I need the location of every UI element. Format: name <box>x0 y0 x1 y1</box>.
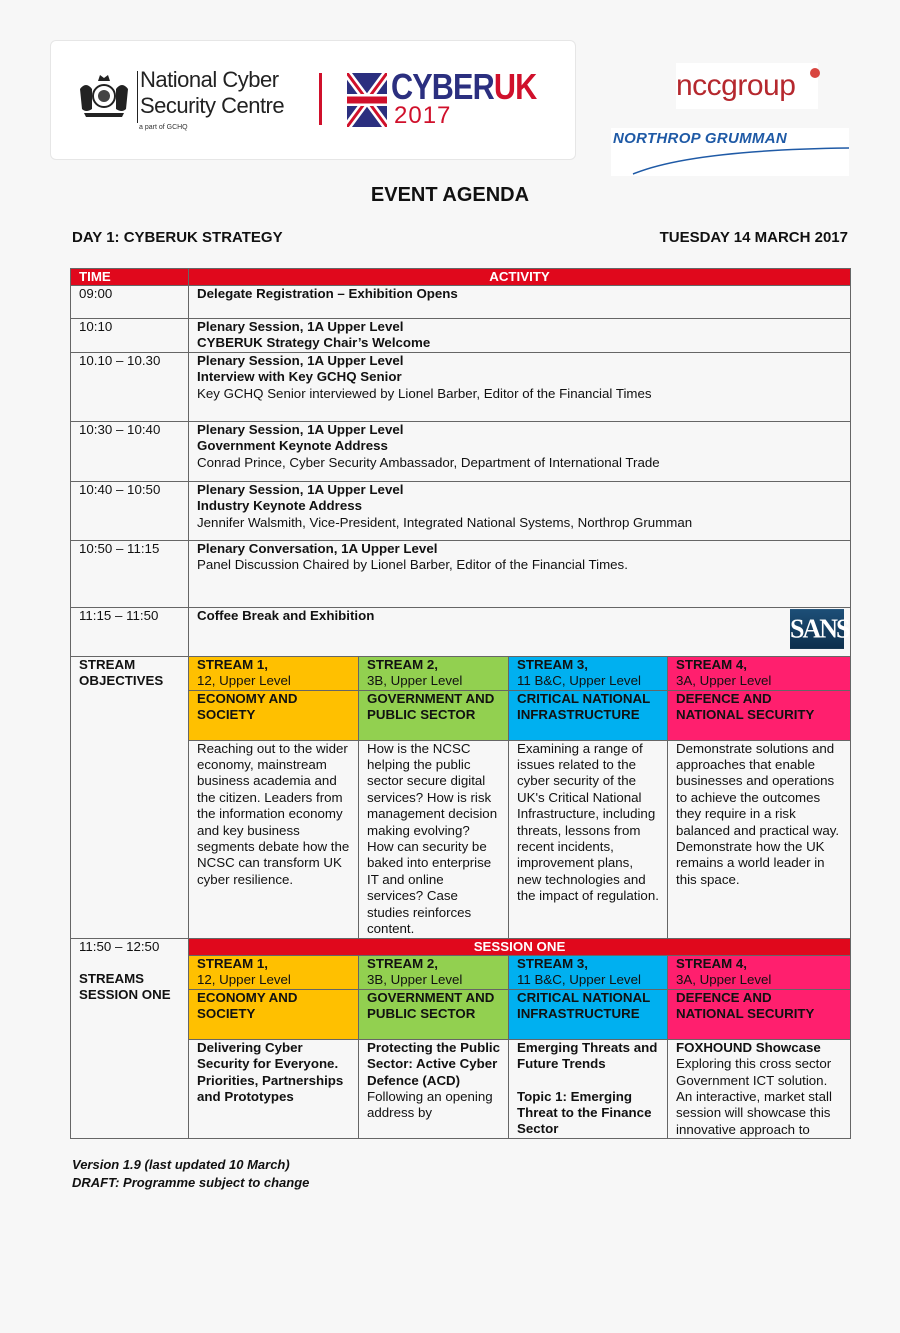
stream-2-theme: GOVERNMENT AND PUBLIC SECTOR <box>359 690 509 740</box>
ncsc-divider <box>137 71 138 123</box>
stream-name: STREAM 3, <box>517 656 588 672</box>
row-time: 10:50 – 11:15 <box>71 540 189 607</box>
table-row <box>71 607 851 656</box>
activity-description: Panel Discussion Chaired by Lionel Barber, Editor of the Financial Times. <box>197 557 628 573</box>
row-activity <box>189 540 851 607</box>
activity-venue: Plenary Session, 1A Upper Level <box>197 319 404 334</box>
stream-1-name <box>189 656 359 690</box>
session-title: FOXHOUND Showcase <box>676 1039 821 1055</box>
page-title: EVENT AGENDA <box>370 184 530 206</box>
stream-location: 12, Upper Level <box>197 673 291 689</box>
union-flag-icon <box>347 73 387 127</box>
session-one-label <box>71 938 189 1139</box>
row-activity <box>189 319 851 353</box>
label-line: STREAM <box>79 656 136 672</box>
stream-location: 3A, Upper Level <box>676 972 772 988</box>
session-one-header-row <box>71 938 851 955</box>
stream-1-description: Reaching out to the wider economy, mainstream business academia and the citizen. Leaders from the information economy and key business segments debate how the NCSC can transform UK cyber resilience. <box>189 740 359 938</box>
activity-description: Jennifer Walsmith, Vice-President, Integrated National Systems, Northrop Grumman <box>197 514 693 530</box>
session-time: 11:50 – 12:50 <box>79 938 160 954</box>
stream-1-session <box>189 1039 359 1138</box>
table-row <box>71 319 851 353</box>
header-activity: ACTIVITY <box>189 269 851 286</box>
activity-title: Delegate Registration – Exhibition Opens <box>197 286 458 301</box>
cyberuk-logo-text <box>391 67 536 107</box>
stream-3-session <box>509 1039 668 1138</box>
stream-2-session <box>359 1039 509 1138</box>
ncsc-logo-text <box>140 67 284 119</box>
footer-notes <box>72 1156 309 1192</box>
ncsc-line2: Security Centre <box>140 93 285 118</box>
cyberuk-uk: UK <box>493 66 537 107</box>
stream-3-theme: CRITICAL NATIONAL INFRASTRUCTURE <box>509 989 668 1039</box>
row-activity <box>189 352 851 421</box>
stream-3-theme: CRITICAL NATIONAL INFRASTRUCTURE <box>509 690 668 740</box>
label-line: OBJECTIVES <box>79 673 164 689</box>
row-activity <box>189 481 851 540</box>
stream-location: 3B, Upper Level <box>367 972 463 988</box>
stream-2-theme: GOVERNMENT AND PUBLIC SECTOR <box>359 989 509 1039</box>
stream-name: STREAM 4, <box>676 656 747 672</box>
label-line: SESSION ONE <box>79 987 171 1003</box>
table-row <box>71 286 851 319</box>
northrop-grumman-text: NORTHROP GRUMMAN <box>613 130 787 147</box>
stream-3-description: Examining a range of issues related to the cyber security of the UK's Critical National Infrastructure, including threats, lessons from recent incidents, improvement plans, new technologies and the impact of regulation. <box>509 740 668 938</box>
draft-note: DRAFT: Programme subject to change <box>72 1175 310 1190</box>
nccgroup-text: nccgroup <box>676 69 796 102</box>
stream-4-theme: DEFENCE AND NATIONAL SECURITY <box>668 989 851 1039</box>
ncsc-subtitle: a part of GCHQ <box>139 124 188 131</box>
stream-4-name <box>668 656 851 690</box>
activity-venue: Plenary Session, 1A Upper Level <box>197 352 404 368</box>
nccgroup-dot-icon <box>810 68 820 78</box>
stream-4-theme: DEFENCE AND NATIONAL SECURITY <box>668 690 851 740</box>
activity-title: Plenary Conversation, 1A Upper Level <box>197 540 438 556</box>
stream-objectives-header-row <box>71 656 851 690</box>
stream-3-name <box>509 656 668 690</box>
logo-divider <box>319 73 322 125</box>
stream-location: 3B, Upper Level <box>367 673 463 689</box>
activity-title: Interview with Key GCHQ Senior <box>197 369 402 385</box>
table-row <box>71 421 851 481</box>
session-topic: Topic 1: Emerging Threat to the Finance Sector <box>517 1088 652 1137</box>
session-title: Emerging Threats and Future Trends <box>517 1039 658 1072</box>
activity-title: Government Keynote Address <box>197 438 388 454</box>
table-row <box>71 481 851 540</box>
day-title: DAY 1: CYBERUK STRATEGY <box>72 229 283 246</box>
cyberuk-cyber: CYBER <box>391 66 494 107</box>
stream-name: STREAM 1, <box>197 656 268 672</box>
activity-description: Conrad Prince, Cyber Security Ambassador, Department of International Trade <box>197 454 660 470</box>
activity-title: CYBERUK Strategy Chair’s Welcome <box>197 335 431 351</box>
stream-4-session <box>668 1039 851 1138</box>
stream-1-theme: ECONOMY AND SOCIETY <box>189 690 359 740</box>
cyberuk-year: 2017 <box>394 102 452 129</box>
stream-objectives-label <box>71 656 189 938</box>
row-time: 10.10 – 10.30 <box>71 352 189 421</box>
stream-name: STREAM 1, <box>197 955 268 971</box>
session-title: Delivering Cyber Security for Everyone. Priorities, Partnerships and Prototypes <box>197 1039 344 1104</box>
label-line: STREAMS <box>79 970 145 986</box>
stream-4-description: Demonstrate solutions and approaches that enable businesses and operations to achieve the outcomes they require in a risk balanced and practical way. Demonstrate how the UK remains a world leader in this space. <box>668 740 851 938</box>
stream-location: 12, Upper Level <box>197 972 291 988</box>
stream-name: STREAM 2, <box>367 656 438 672</box>
row-time: 10:30 – 10:40 <box>71 421 189 481</box>
northrop-swoosh-icon <box>611 144 849 176</box>
row-time: 10:40 – 10:50 <box>71 481 189 540</box>
stream-1-name <box>189 955 359 989</box>
row-activity <box>189 286 851 319</box>
stream-name: STREAM 2, <box>367 955 438 971</box>
version-note: Version 1.9 (last updated 10 March) <box>72 1157 290 1172</box>
northrop-grumman-logo <box>611 128 849 176</box>
stream-2-name <box>359 656 509 690</box>
header-time: TIME <box>71 269 189 286</box>
session-title: Protecting the Public Sector: Active Cyber Defence (ACD) <box>367 1039 500 1088</box>
row-activity <box>189 607 851 656</box>
activity-description: Key GCHQ Senior interviewed by Lionel Barber, Editor of the Financial Times <box>197 385 652 401</box>
stream-location: 11 B&C, Upper Level <box>517 673 641 689</box>
activity-venue: Plenary Session, 1A Upper Level <box>197 481 404 497</box>
agenda-table <box>70 268 851 1139</box>
sans-logo: SANS <box>790 609 844 649</box>
table-row <box>71 352 851 421</box>
table-header <box>71 269 851 286</box>
row-time: 09:00 <box>71 286 189 319</box>
row-time: 10:10 <box>71 319 189 353</box>
activity-title: Coffee Break and Exhibition <box>197 607 375 623</box>
session-one-banner: SESSION ONE <box>189 938 851 955</box>
ncsc-line1: National Cyber <box>140 67 279 92</box>
stream-name: STREAM 3, <box>517 955 588 971</box>
royal-crest-icon <box>76 69 132 119</box>
session-body: Following an opening address by <box>367 1088 493 1121</box>
activity-title: Industry Keynote Address <box>197 498 363 514</box>
stream-name: STREAM 4, <box>676 955 747 971</box>
session-body: Exploring this cross sector Government ICT solution. An interactive, market stall session will showcase this innovative approach to <box>676 1056 832 1137</box>
row-activity <box>189 421 851 481</box>
nccgroup-logo <box>676 63 818 109</box>
stream-1-theme: ECONOMY AND SOCIETY <box>189 989 359 1039</box>
stream-3-name <box>509 955 668 989</box>
table-row <box>71 540 851 607</box>
stream-2-description: How is the NCSC helping the public sector secure digital services? How is risk management decision making evolving? How can security be baked into enterprise IT and online services? Case studies reinforces content. <box>359 740 509 938</box>
stream-4-name <box>668 955 851 989</box>
stream-location: 3A, Upper Level <box>676 673 772 689</box>
stream-location: 11 B&C, Upper Level <box>517 972 641 988</box>
row-time: 11:15 – 11:50 <box>71 607 189 656</box>
activity-venue: Plenary Session, 1A Upper Level <box>197 421 404 437</box>
ncsc-cyberuk-logo-banner <box>50 40 576 160</box>
stream-2-name <box>359 955 509 989</box>
event-date: TUESDAY 14 MARCH 2017 <box>659 229 848 246</box>
